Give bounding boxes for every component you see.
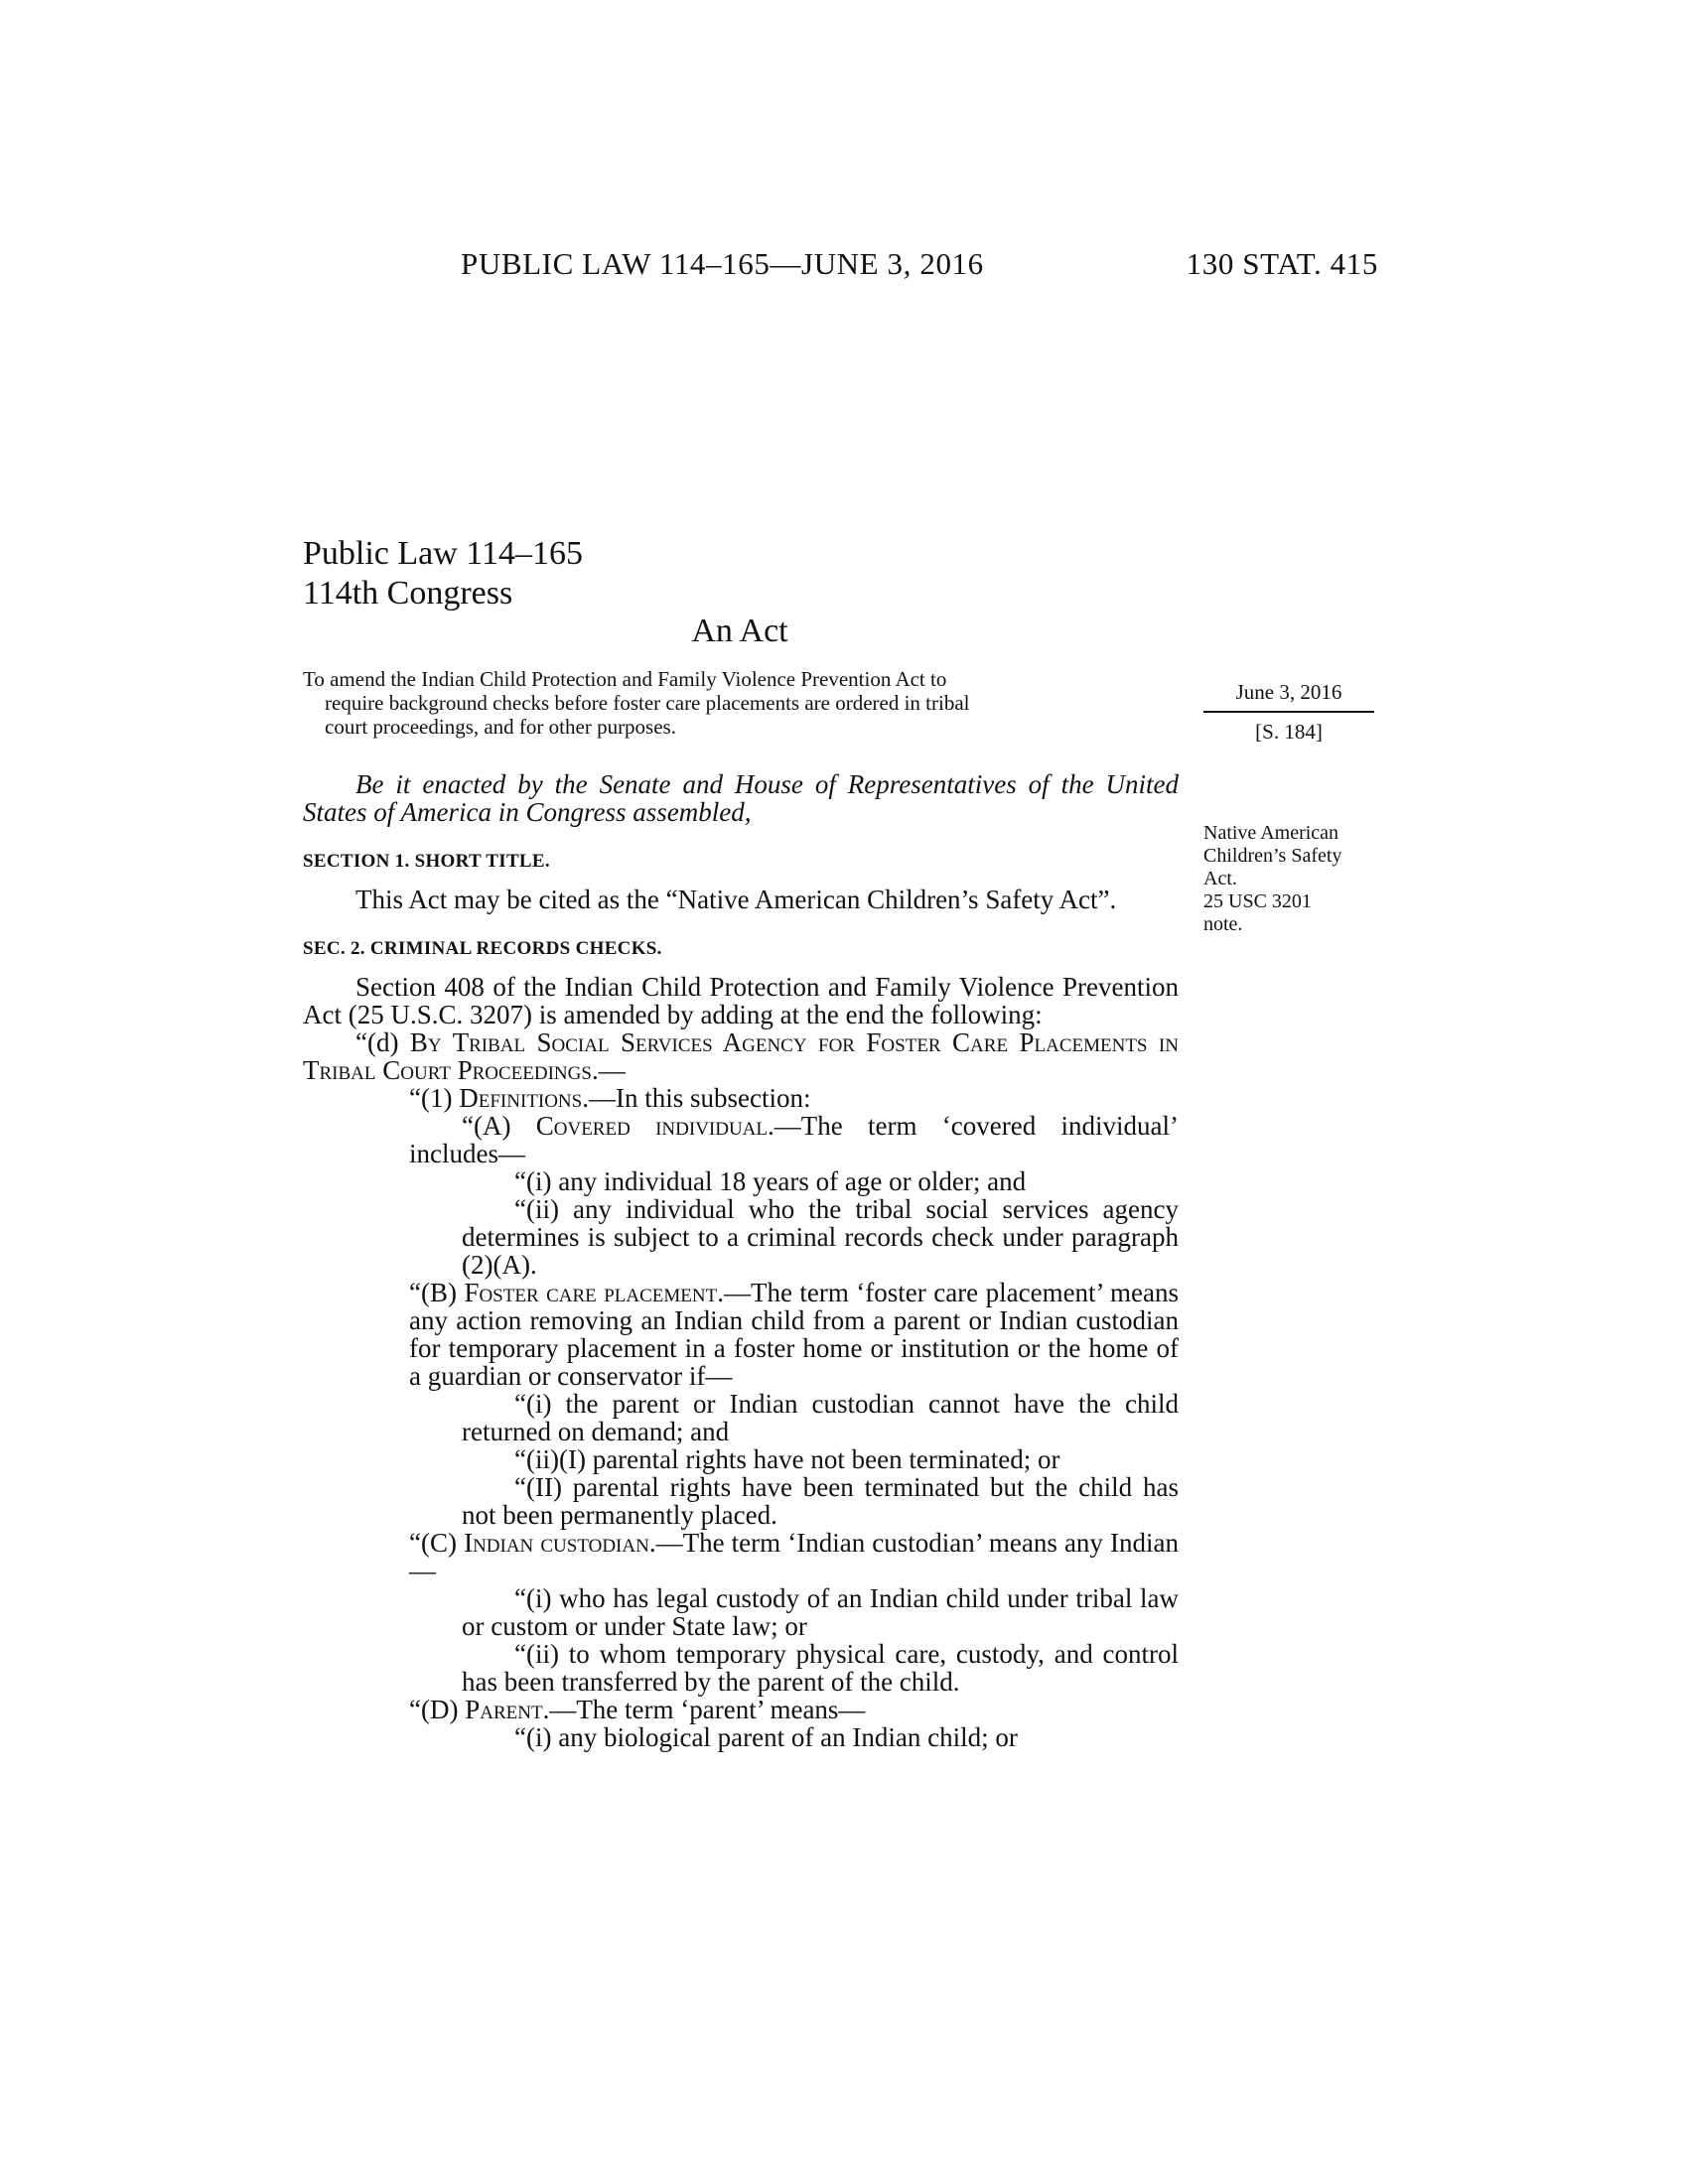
subparagraph-b-title: Foster care placement bbox=[464, 1278, 718, 1307]
enacting-clause: Be it enacted by the Senate and House of Representatives of the United States of America in Congress assembled, bbox=[303, 769, 1179, 827]
subsection-d-title: By Tribal Social Services Agency for Foster Care Placements in Tribal Court Proceedings bbox=[303, 1027, 1179, 1085]
subparagraph-c-label: “(C) bbox=[409, 1528, 465, 1558]
subparagraph-c-text: .—The term ‘Indian custodian’ means any Indian— bbox=[409, 1528, 1180, 1585]
bill-number: [S. 184] bbox=[1255, 720, 1323, 744]
paragraph-1 bbox=[303, 1084, 1179, 1112]
subsection-d-label: “(d) bbox=[355, 1027, 410, 1057]
running-head bbox=[0, 246, 1688, 286]
enactment-date: June 3, 2016 bbox=[1235, 680, 1342, 704]
subsection-d-dash: .— bbox=[591, 1055, 626, 1085]
subparagraph-b-text: .—The term ‘foster care placement’ means any action removing an Indian child from a parent or Indian custodian for temporary placement in a foster home or institution or the home of a guardian or conservator if— bbox=[409, 1278, 1179, 1391]
subparagraph-a-text: .—The term ‘covered individual’ includes— bbox=[409, 1111, 1179, 1168]
subparagraph-c bbox=[303, 1529, 1179, 1584]
subparagraph-d bbox=[303, 1696, 1179, 1723]
clause-b-ii-II: “(II) parental rights have been terminated but the child has not been permanently placed. bbox=[462, 1472, 1179, 1530]
law-number: Public Law 114–165 bbox=[303, 535, 584, 572]
margin-note-line: Act. bbox=[1203, 868, 1237, 889]
act-heading: An Act bbox=[691, 613, 788, 649]
margin-date-block bbox=[1203, 679, 1374, 745]
running-head-title: PUBLIC LAW 114–165—JUNE 3, 2016 bbox=[461, 246, 984, 281]
margin-note-line: 25 USC 3201 bbox=[1203, 890, 1312, 912]
margin-note bbox=[1203, 822, 1382, 936]
margin-note-line: Children’s Safety bbox=[1203, 845, 1342, 867]
paragraph-1-label: “(1) bbox=[409, 1083, 460, 1113]
clause-d-i: “(i) any biological parent of an Indian child; or bbox=[514, 1722, 1018, 1752]
purpose-line-1: To amend the Indian Child Protection and Family Violence Prevention Act to bbox=[303, 667, 947, 691]
subparagraph-a-title: Covered individual bbox=[535, 1111, 769, 1141]
purpose-line-3: court proceedings, and for other purposes. bbox=[325, 715, 676, 739]
clause-c-ii: “(ii) to whom temporary physical care, custody, and control has been transferred by the parent of the child. bbox=[462, 1639, 1179, 1697]
margin-note-line: Native American bbox=[1203, 822, 1339, 844]
margin-rule bbox=[1203, 711, 1374, 713]
paragraph-1-text: .—In this subsection: bbox=[582, 1083, 811, 1113]
paragraph-1-title: Definitions bbox=[459, 1083, 583, 1113]
subparagraph-d-label: “(D) bbox=[409, 1695, 466, 1724]
margin-note-line: note. bbox=[1203, 913, 1243, 935]
clause-a-i: “(i) any individual 18 years of age or older; and bbox=[514, 1166, 1027, 1196]
purpose-statement bbox=[303, 667, 1177, 739]
section-1-text: This Act may be cited as the “Native American Children’s Safety Act”. bbox=[355, 885, 1117, 914]
section-1-heading: SECTION 1. SHORT TITLE. bbox=[303, 851, 550, 872]
subparagraph-d-text: .—The term ‘parent’ means— bbox=[542, 1695, 866, 1724]
law-identifier bbox=[303, 534, 583, 614]
purpose-line-2: require background checks before foster care placements are ordered in tribal bbox=[325, 691, 970, 715]
subparagraph-d-title: Parent bbox=[465, 1695, 543, 1724]
page-stat-number: 130 STAT. 415 bbox=[1186, 246, 1378, 281]
subsection-d bbox=[303, 1028, 1179, 1084]
subparagraph-a-label: “(A) bbox=[462, 1111, 536, 1141]
subparagraph-b-label: “(B) bbox=[409, 1278, 465, 1307]
congress-number: 114th Congress bbox=[303, 575, 513, 612]
section-2-intro: Section 408 of the Indian Child Protection and Family Violence Prevention Act (25 U.S.C. 3207) is amended by adding at the end the following: bbox=[303, 972, 1179, 1029]
subparagraph-b bbox=[303, 1279, 1179, 1390]
clause-b-i: “(i) the parent or Indian custodian cannot have the child returned on demand; and bbox=[462, 1389, 1179, 1446]
clause-a-ii: “(ii) any individual who the tribal social services agency determines is subject to a criminal records check under paragraph (2)(A). bbox=[462, 1194, 1179, 1280]
clause-c-i: “(i) who has legal custody of an Indian child under tribal law or custom or under State law; or bbox=[462, 1583, 1179, 1641]
law-body bbox=[303, 770, 1179, 1751]
section-2-heading: SEC. 2. CRIMINAL RECORDS CHECKS. bbox=[303, 938, 662, 959]
subparagraph-c-title: Indian custodian bbox=[464, 1528, 649, 1558]
clause-b-ii-I: “(ii)(I) parental rights have not been terminated; or bbox=[514, 1444, 1060, 1474]
subparagraph-a bbox=[303, 1112, 1179, 1167]
